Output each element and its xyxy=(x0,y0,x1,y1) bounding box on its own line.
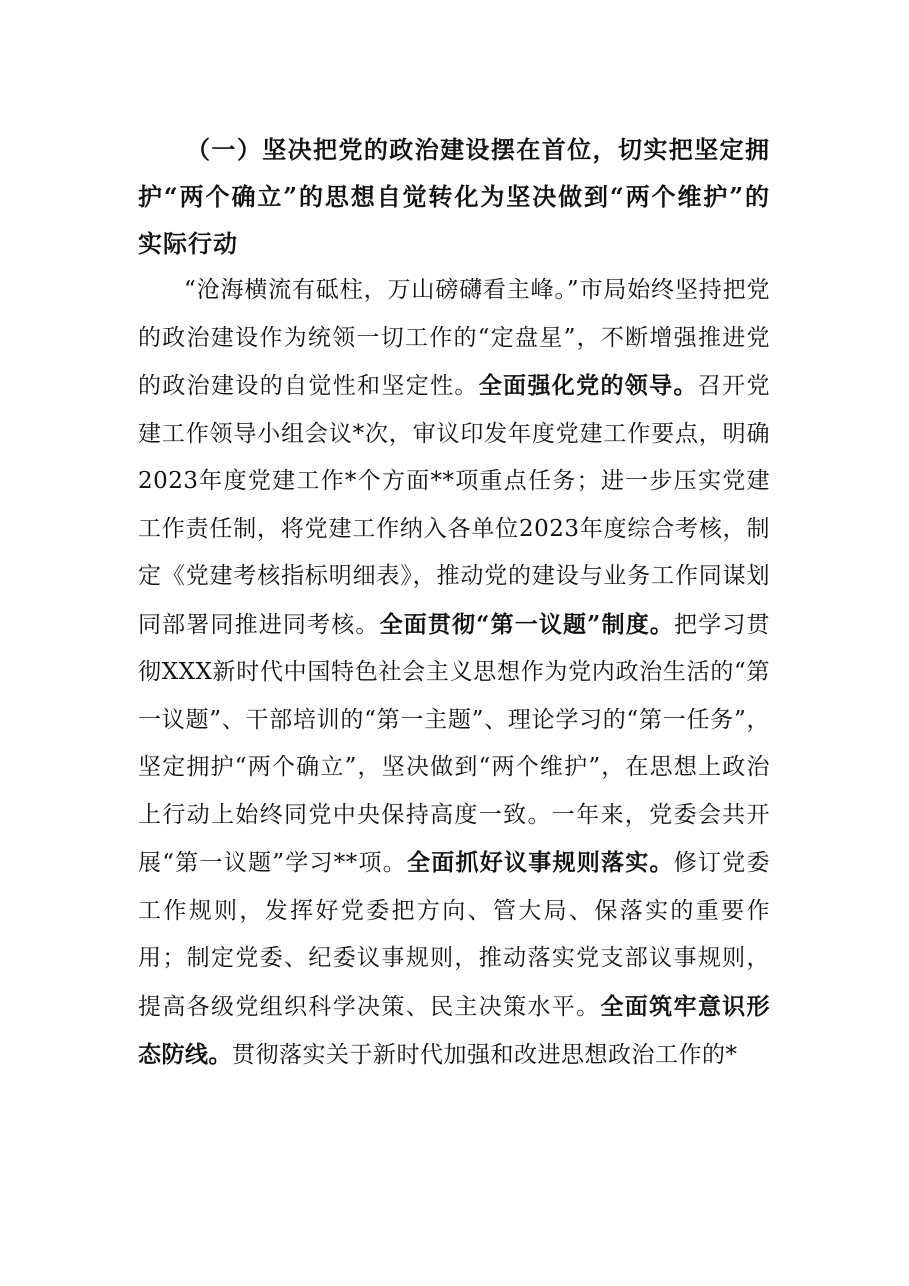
section-heading: （一）坚决把党的政治建设摆在首位，切实把坚定拥护“两个确立”的思想自觉转化为坚决做到“两个维护”的实际行动 xyxy=(138,135,770,258)
paragraph-text-2: 把学习贯彻XXX新时代中国特色社会主义思想作为党内政治生活的“第一议题”、干部培训的“第一主题”、理论学习的“第一任务”，坚定拥护“两个确立”，坚决做到“两个维护”，在思想上政治上行动上始终同党中央保持高度一致。一年来，党委会共开展“第一议题”学习**项。 xyxy=(138,611,771,876)
lead-ideology-defense: 全面筑牢意识形态防线。 xyxy=(138,992,771,1068)
lead-first-topic-system: 全面贯彻“第一议题”制度。 xyxy=(379,610,675,638)
document-page xyxy=(138,126,770,1080)
paragraph-text-4: 贯彻落实关于新时代加强和改进思想政治工作的* xyxy=(232,1042,738,1068)
paragraph-text-1: 召开党建工作领导小组会议*次，审议印发年度党建工作要点，明确2023年度党建工作*个方面**项重点任务；进一步压实党建工作责任制，将党建工作纳入各单位2023年度综合考核，制定《党建考核指标明细表》，推动党的建设与业务工作同谋划同部署同推进同考核。 xyxy=(138,373,771,638)
paragraph-intro: “沧海横流有砥柱，万山磅礴看主峰。”市局始终坚持把党的政治建设作为统领一切工作的“定盘星”，不断增强推进党的政治建设的自觉性和坚定性。 xyxy=(138,277,770,399)
paragraph-text-3: 修订党委工作规则，发挥好党委把方向、管大局、保落实的重要作用；制定党委、纪委议事规则，推动落实党支部议事规则，提高各级党组织科学决策、民主决策水平。 xyxy=(138,850,771,1020)
body-paragraph xyxy=(138,267,770,1080)
lead-strengthen-leadership: 全面强化党的领导。 xyxy=(478,372,698,399)
lead-rules-implementation: 全面抓好议事规则落实。 xyxy=(407,849,674,876)
